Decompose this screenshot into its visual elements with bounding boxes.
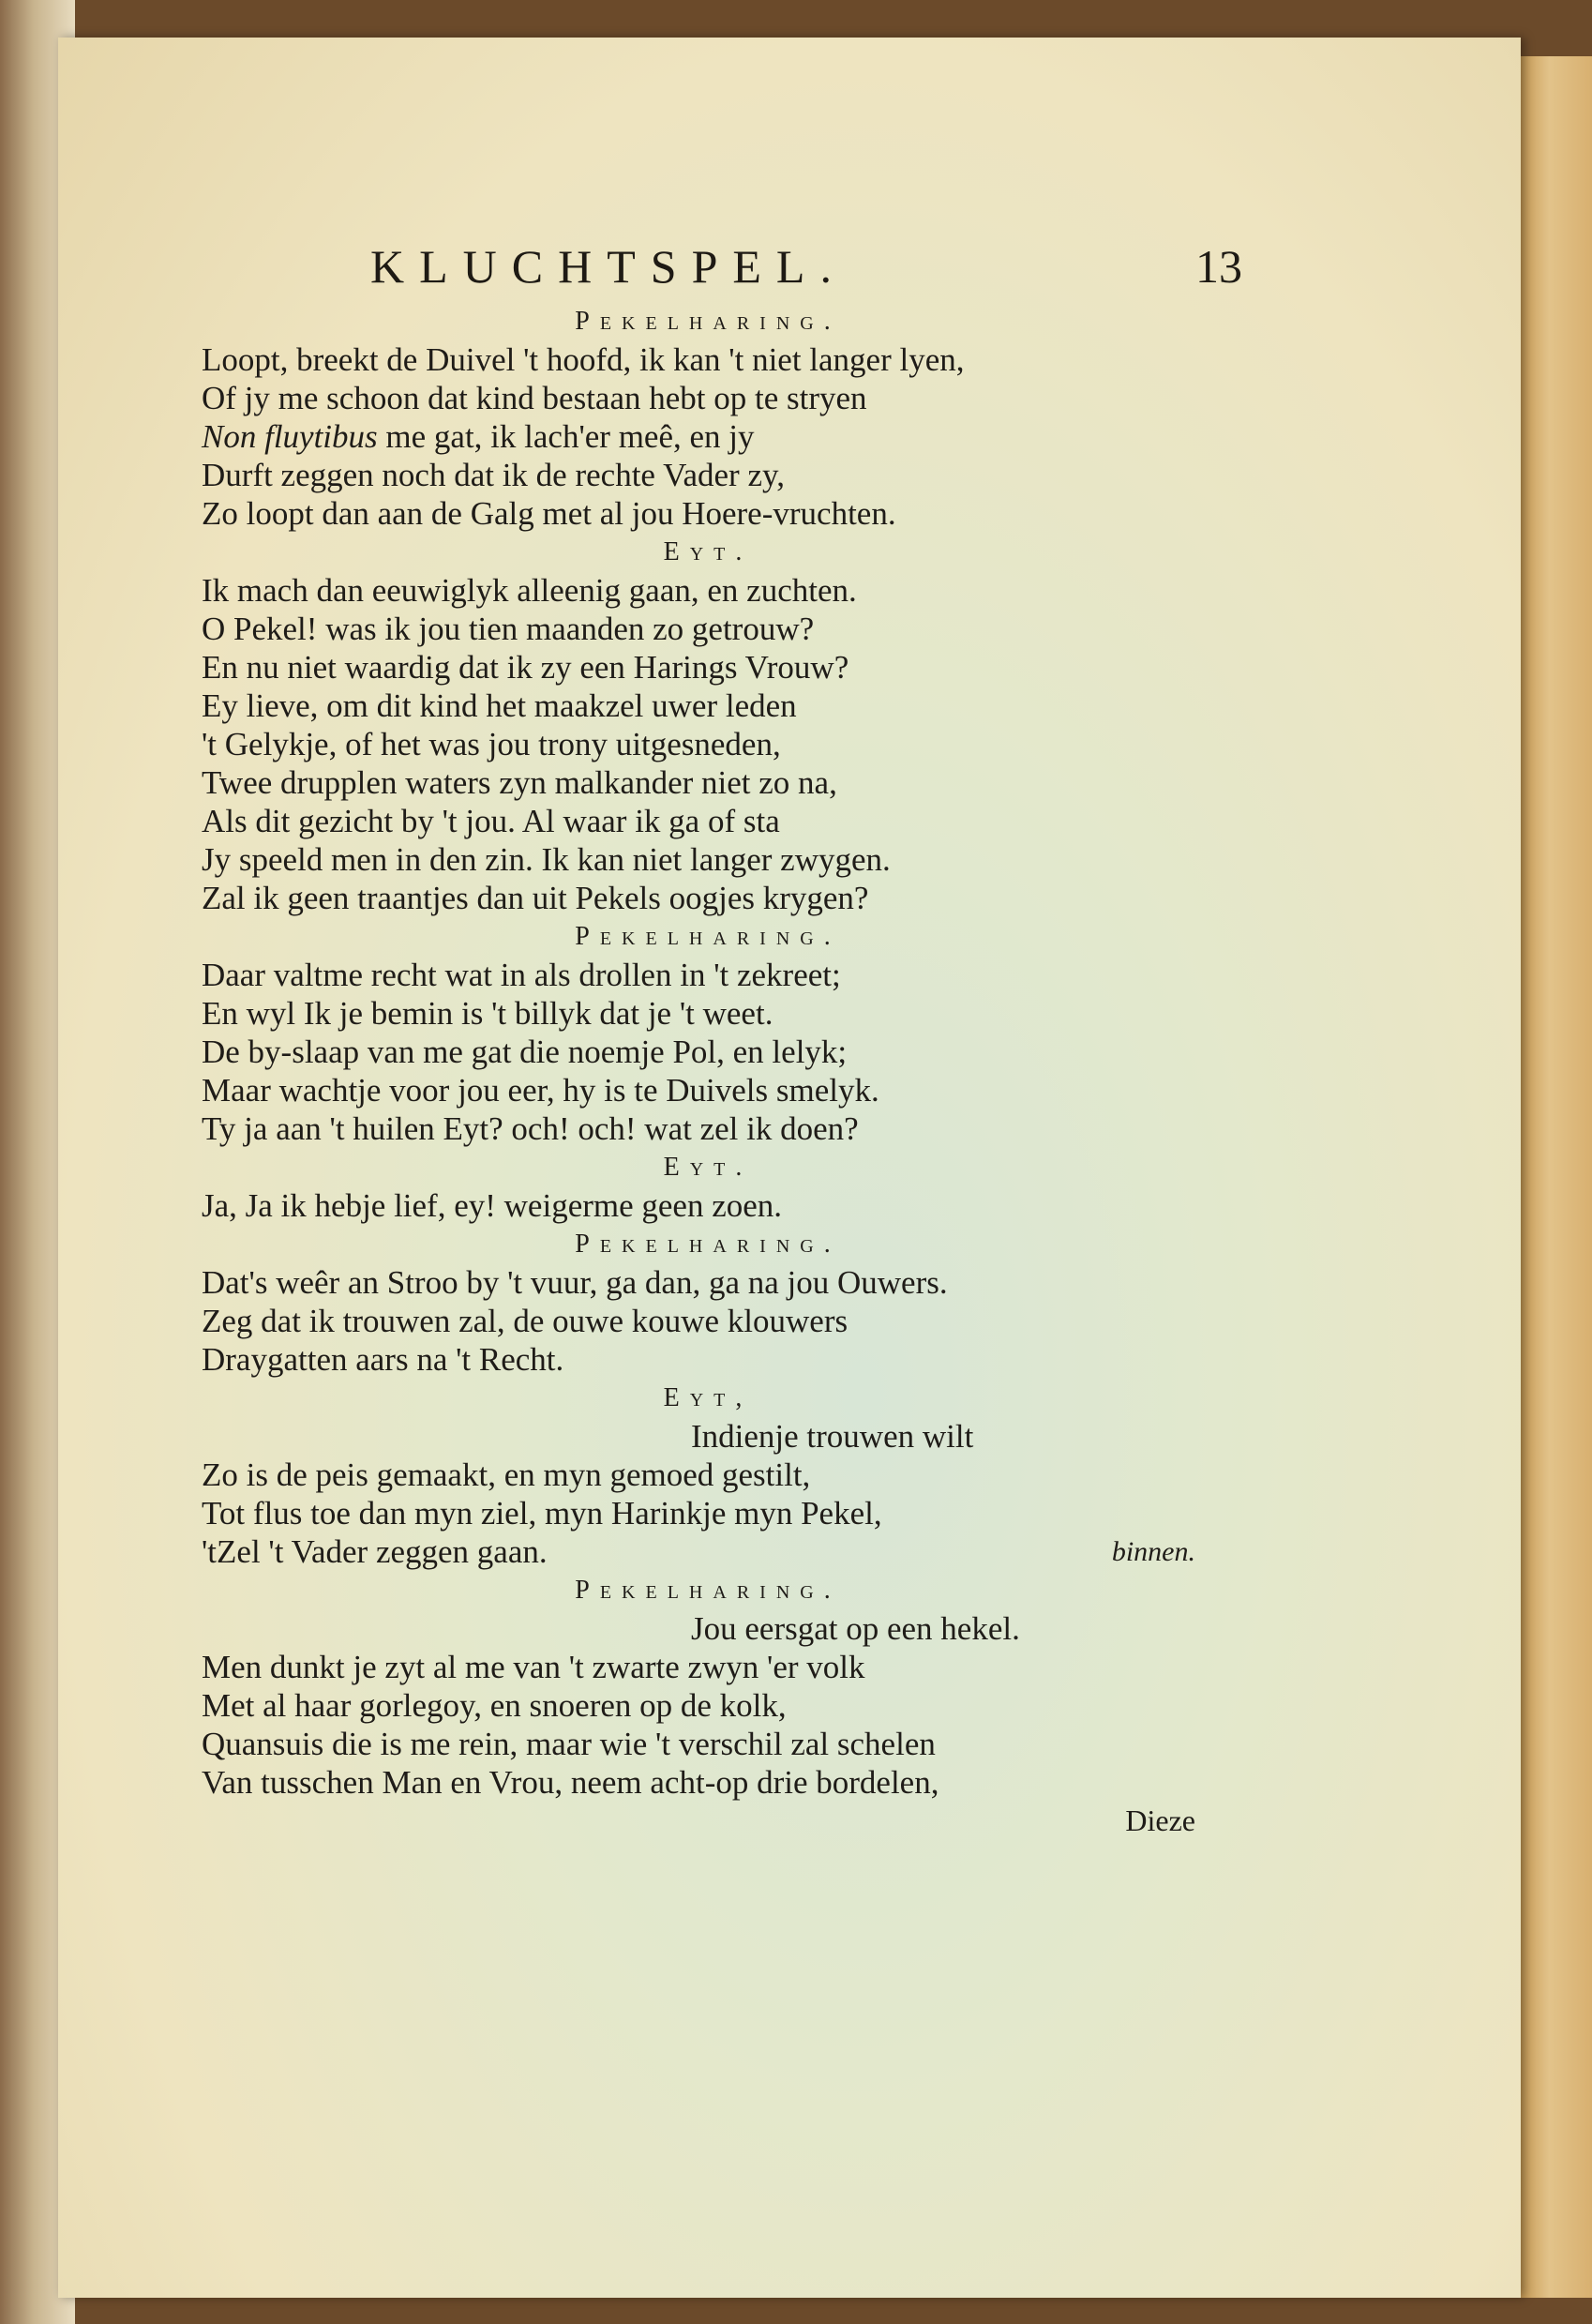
line-text: Van tusschen Man en Vrou, neem acht-op drie bordelen, <box>202 1764 939 1801</box>
line-text: Quansuis die is me rein, maar wie 't verschil zal schelen <box>202 1726 936 1762</box>
line-text: Ik mach dan eeuwiglyk alleenig gaan, en zuchten. <box>202 572 857 609</box>
line-text: Ja, Ja ik hebje lief, ey! weigerme geen zoen. <box>202 1187 783 1224</box>
verse-line <box>202 417 1214 456</box>
verse-line <box>202 956 1214 994</box>
verse-line <box>202 1648 1214 1686</box>
speaker-heading <box>202 917 1214 956</box>
latin-phrase: Non fluytibus <box>202 418 378 455</box>
catchword <box>202 1802 1214 1840</box>
verse-line <box>202 571 1214 610</box>
line-text: Daar valtme recht wat in als drollen in 't zekreet; <box>202 957 841 993</box>
verse-line <box>202 379 1214 417</box>
line-text: De by-slaap van me gat die noemje Pol, en lelyk; <box>202 1034 848 1070</box>
line-text: Dieze <box>1125 1803 1195 1837</box>
verse-line <box>202 1417 1214 1456</box>
stage-direction: binnen. <box>1111 1536 1195 1567</box>
speaker-heading <box>202 1379 1214 1417</box>
speaker-heading <box>202 1571 1214 1609</box>
line-text: Pekelharing. <box>575 307 841 336</box>
verse-line <box>202 610 1214 648</box>
running-head <box>370 239 1242 295</box>
line-text: Zal ik geen traantjes dan uit Pekels oogjes krygen? <box>202 880 869 916</box>
speaker-heading <box>202 1148 1214 1186</box>
verse-line <box>202 802 1214 840</box>
verse-line <box>202 1609 1214 1648</box>
line-text: 'tZel 't Vader zeggen gaan. <box>202 1533 548 1570</box>
line-text: Pekelharing. <box>575 1230 841 1259</box>
page-title: KLUCHTSPEL. <box>370 240 847 293</box>
page-number: 13 <box>1195 240 1242 293</box>
verse-line <box>202 725 1214 763</box>
line-text: En nu niet waardig dat ik zy een Harings Vrouw? <box>202 649 849 686</box>
line-text: Eyt, <box>663 1383 753 1412</box>
line-text: Zo loopt dan aan de Galg met al jou Hoere-vruchten. <box>202 495 896 532</box>
verse-line <box>202 1763 1214 1802</box>
verse-line <box>202 1109 1214 1148</box>
verse-line <box>202 340 1214 379</box>
verse-line <box>202 1494 1214 1532</box>
line-text: me gat, ik lach'er meê, en jy <box>377 418 755 455</box>
verse-line <box>202 1456 1214 1494</box>
line-text: Twee drupplen waters zyn malkander niet zo na, <box>202 764 837 801</box>
line-text: Draygatten aars na 't Recht. <box>202 1341 564 1378</box>
verse-line <box>202 840 1214 879</box>
line-text: Men dunkt je zyt al me van 't zwarte zwyn 'er volk <box>202 1649 865 1685</box>
line-text: Pekelharing. <box>575 922 841 951</box>
line-text: Zeg dat ik trouwen zal, de ouwe kouwe klouwers <box>202 1303 849 1339</box>
verse-line <box>202 763 1214 802</box>
verse-line <box>202 687 1214 725</box>
verse-line <box>202 879 1214 917</box>
page-edge <box>1521 56 1592 2298</box>
verse-line <box>202 1686 1214 1725</box>
line-text: Met al haar gorlegoy, en snoeren op de kolk, <box>202 1687 787 1724</box>
verse-line <box>202 1033 1214 1071</box>
line-text: Als dit gezicht by 't jou. Al waar ik ga of sta <box>202 803 780 839</box>
verse-line <box>202 1725 1214 1763</box>
verse-line <box>202 1071 1214 1109</box>
line-text: O Pekel! was ik jou tien maanden zo getrouw? <box>202 611 815 647</box>
line-text: Eyt. <box>663 537 753 566</box>
verse-line <box>202 494 1214 533</box>
line-text: Durft zeggen noch dat ik de rechte Vader zy, <box>202 457 785 493</box>
line-text: 't Gelykje, of het was jou trony uitgesneden, <box>202 726 781 762</box>
verse-line <box>202 1340 1214 1379</box>
line-text: Loopt, breekt de Duivel 't hoofd, ik kan 't niet langer lyen, <box>202 341 965 378</box>
play-text <box>202 302 1214 1840</box>
line-text: Zo is de peis gemaakt, en myn gemoed gestilt, <box>202 1456 811 1493</box>
line-text: Ey lieve, om dit kind het maakzel uwer leden <box>202 687 797 724</box>
line-text: En wyl Ik je bemin is 't billyk dat je 't weet. <box>202 995 773 1032</box>
line-text: Tot flus toe dan myn ziel, myn Harinkje myn Pekel, <box>202 1495 882 1532</box>
line-text: Of jy me schoon dat kind bestaan hebt op te stryen <box>202 380 867 416</box>
verse-line <box>202 1302 1214 1340</box>
speaker-heading <box>202 533 1214 571</box>
line-text: Maar wachtje voor jou eer, hy is te Duivels smelyk. <box>202 1072 879 1109</box>
line-text: Jy speeld men in den zin. Ik kan niet langer zwygen. <box>202 841 891 878</box>
verse-line <box>202 1263 1214 1302</box>
line-text: Indienje trouwen wilt <box>691 1418 974 1455</box>
speaker-heading <box>202 302 1214 340</box>
verse-line <box>202 1186 1214 1225</box>
line-text: Dat's weêr an Stroo by 't vuur, ga dan, ga na jou Ouwers. <box>202 1264 948 1301</box>
line-text: Eyt. <box>663 1153 753 1182</box>
verse-line <box>202 994 1214 1033</box>
line-text: Pekelharing. <box>575 1576 841 1605</box>
verse-line <box>202 648 1214 687</box>
line-text: Jou eersgat op een hekel. <box>691 1610 1020 1647</box>
verse-line <box>202 456 1214 494</box>
verse-line <box>202 1532 1214 1571</box>
line-text: Ty ja aan 't huilen Eyt? och! och! wat zel ik doen? <box>202 1110 859 1147</box>
speaker-heading <box>202 1225 1214 1263</box>
